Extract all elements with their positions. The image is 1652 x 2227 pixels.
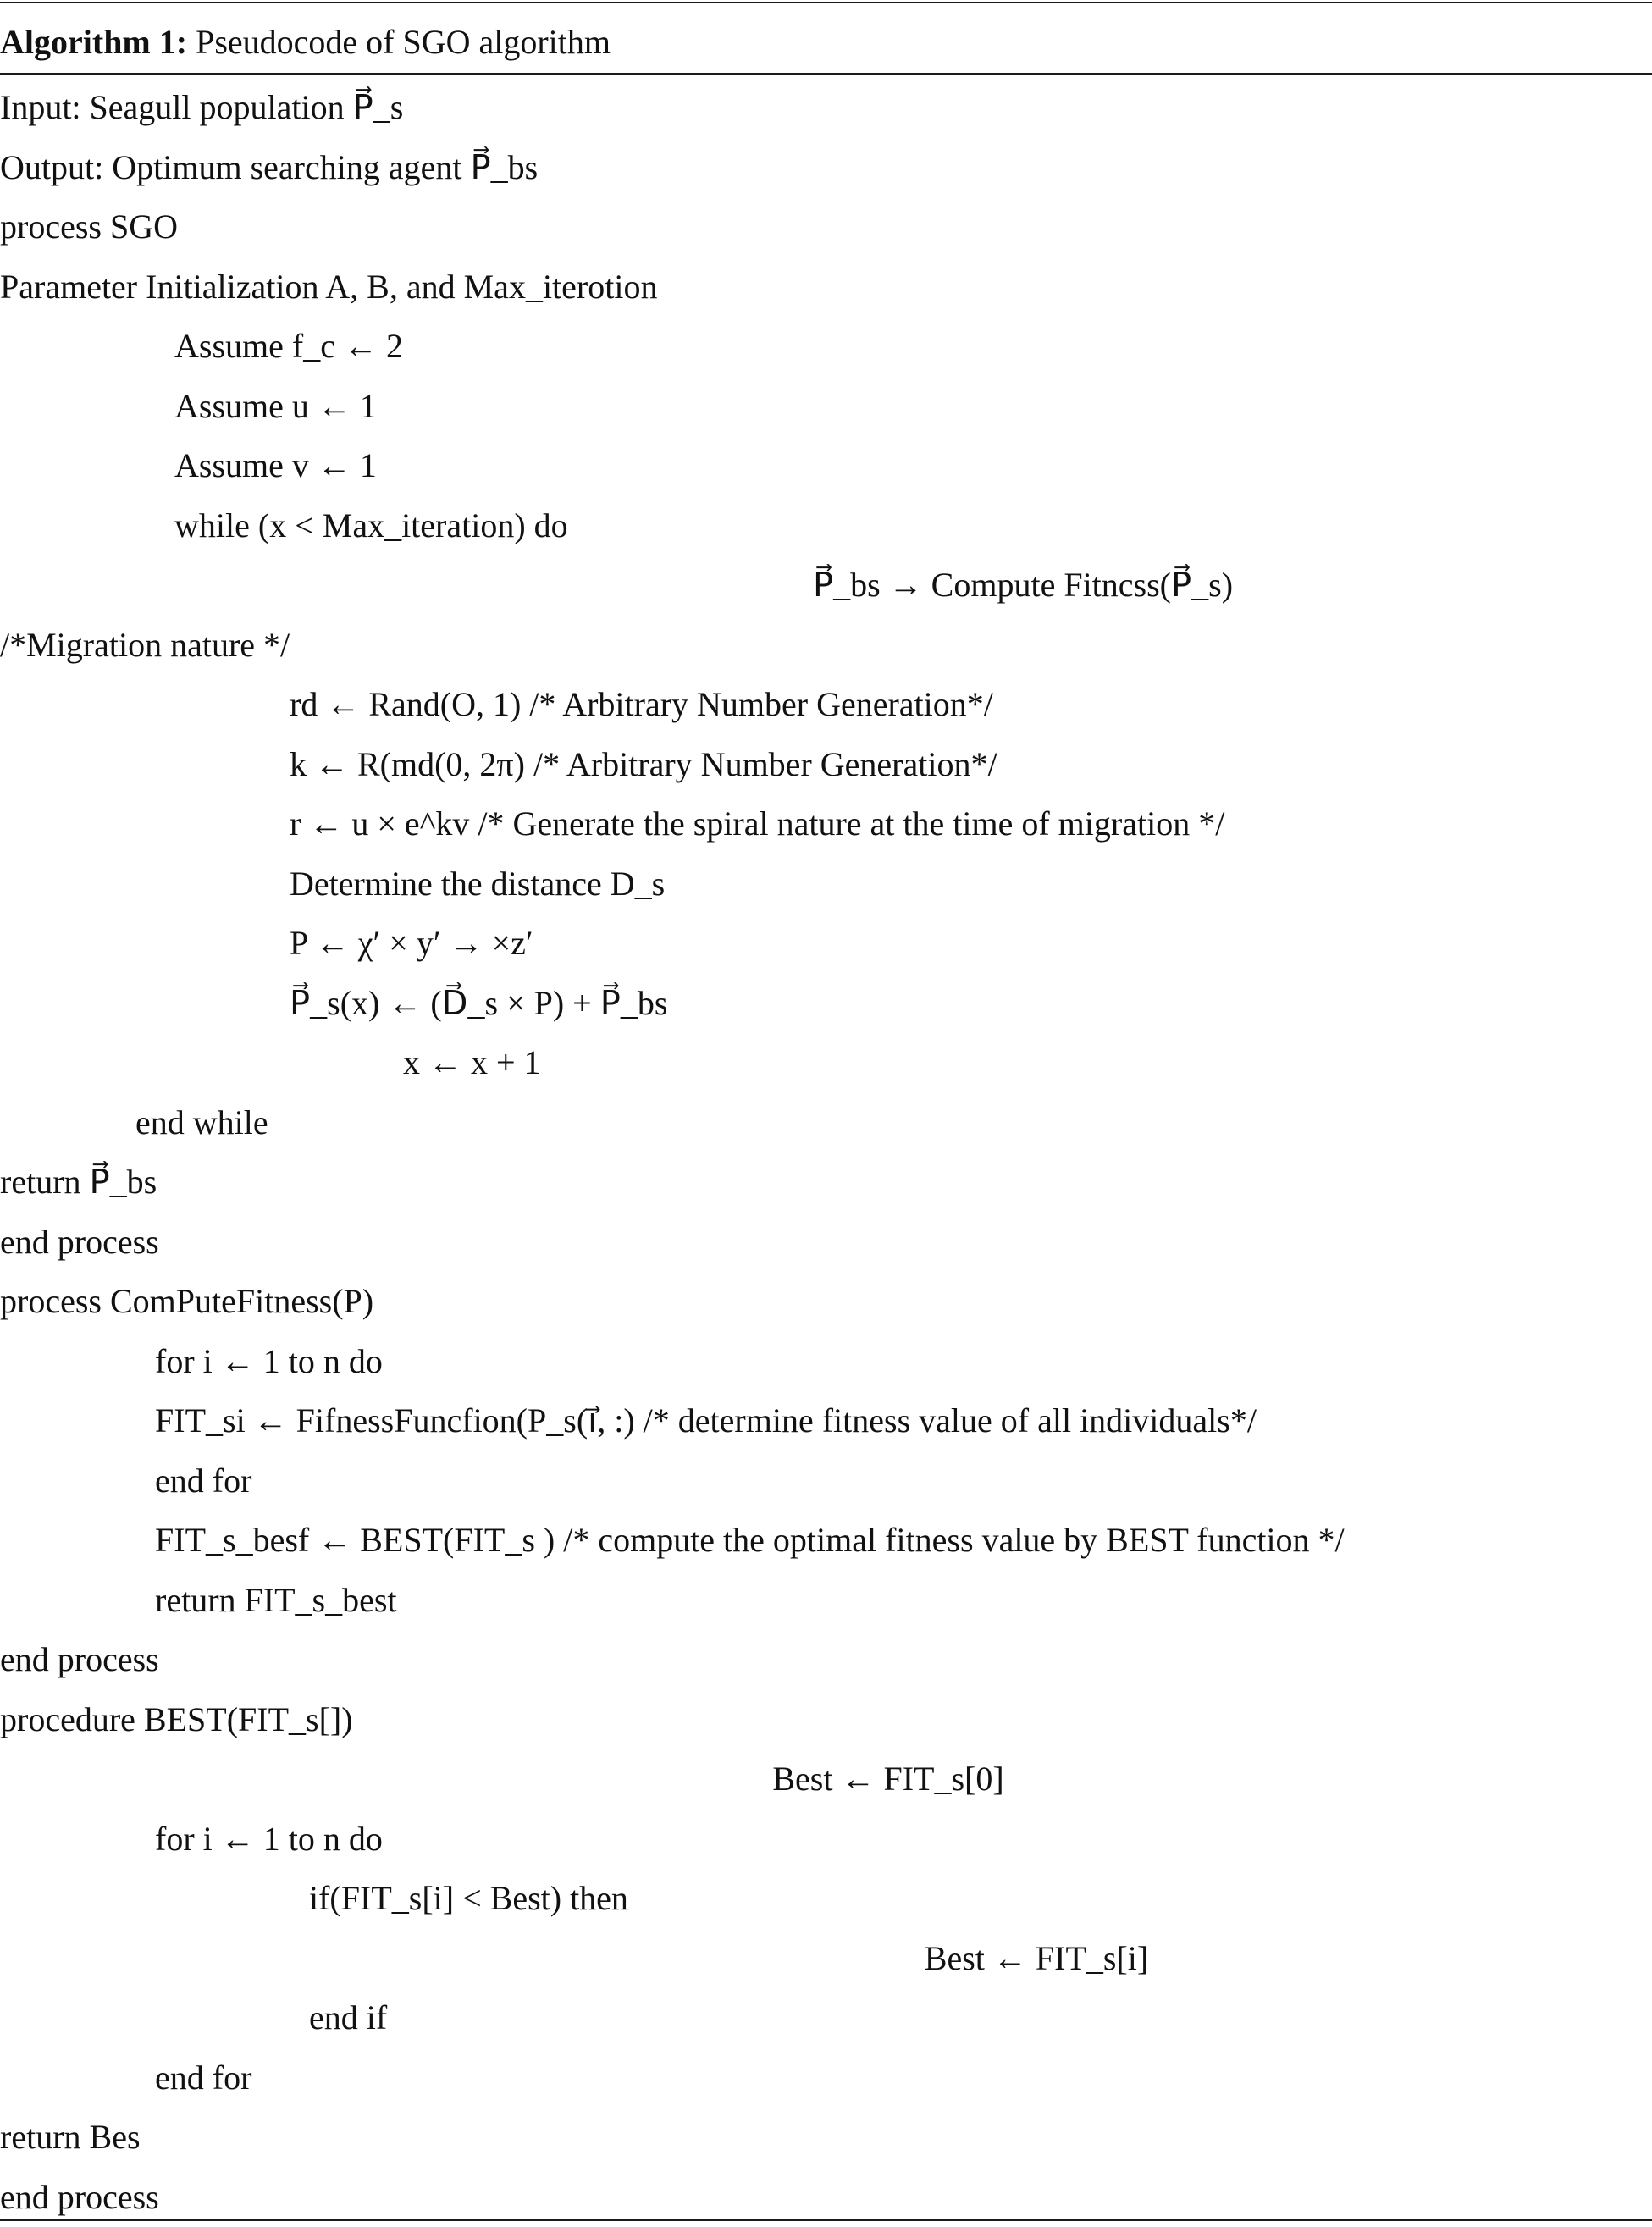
algorithm-title: Pseudocode of SGO algorithm bbox=[196, 23, 611, 61]
pseudocode-line bbox=[0, 1332, 1652, 1392]
pseudocode-line-text: P ← χ′ × y′ → ×z′ bbox=[290, 914, 533, 974]
pseudocode-line-text: process ComPuteFitness(P) bbox=[0, 1272, 373, 1332]
pseudocode-line-text: P⃗_bs → Compute Fitncss(P⃗_s) bbox=[813, 555, 1233, 616]
pseudocode-line-text: FIT_s_besf ← BEST(FIT_s ) /* compute the optimal fitness value by BEST function */ bbox=[155, 1511, 1345, 1571]
pseudocode-line bbox=[0, 854, 1652, 915]
pseudocode-line-text: end for bbox=[155, 1451, 251, 1511]
pseudocode-line bbox=[0, 1511, 1652, 1571]
pseudocode-line bbox=[0, 317, 1652, 377]
pseudocode-line bbox=[0, 794, 1652, 854]
pseudocode-line-text: x ← x + 1 bbox=[403, 1033, 541, 1093]
algorithm-label: Algorithm 1: bbox=[0, 23, 187, 61]
pseudocode-line-text: rd ← Rand(O, 1) /* Arbitrary Number Generation*/ bbox=[290, 675, 993, 735]
pseudocode-line bbox=[0, 974, 1652, 1034]
pseudocode-line bbox=[0, 735, 1652, 795]
pseudocode-line-text: end while bbox=[135, 1093, 268, 1153]
pseudocode-line bbox=[0, 616, 1652, 676]
pseudocode-line-text: end for bbox=[155, 2048, 251, 2108]
pseudocode-line bbox=[0, 436, 1652, 496]
pseudocode-line bbox=[0, 1391, 1652, 1451]
algorithm-caption bbox=[0, 17, 611, 68]
pseudocode-line bbox=[0, 1152, 1652, 1213]
bottom-rule bbox=[0, 2219, 1652, 2221]
top-rule bbox=[0, 2, 1652, 3]
pseudocode-line bbox=[0, 2168, 1652, 2227]
pseudocode-line bbox=[0, 2048, 1652, 2108]
pseudocode-line bbox=[0, 1749, 1652, 1810]
pseudocode-line-text: while (x < Max_iteration) do bbox=[174, 496, 568, 556]
caption-rule bbox=[0, 73, 1652, 75]
pseudocode-line-text: Assume u ← 1 bbox=[174, 377, 377, 437]
pseudocode-line-text: process SGO bbox=[0, 197, 178, 257]
pseudocode-line-text: /*Migration nature */ bbox=[0, 616, 290, 676]
pseudocode-line bbox=[0, 675, 1652, 735]
pseudocode-line bbox=[0, 496, 1652, 556]
pseudocode-line-text: r ← u × e^kv /* Generate the spiral nature at the time of migration */ bbox=[290, 794, 1224, 854]
pseudocode-line-text: end process bbox=[0, 2168, 159, 2227]
pseudocode-line bbox=[0, 1093, 1652, 1153]
pseudocode-line bbox=[0, 377, 1652, 437]
pseudocode-line bbox=[0, 1213, 1652, 1273]
pseudocode-line bbox=[0, 1869, 1652, 1929]
pseudocode-line-text: return FIT_s_best bbox=[155, 1571, 397, 1631]
pseudocode-line bbox=[0, 78, 1652, 138]
pseudocode-line-text: return P⃗_bs bbox=[0, 1152, 157, 1213]
pseudocode-line bbox=[0, 1988, 1652, 2048]
pseudocode-line-text: Assume f_c ← 2 bbox=[174, 317, 403, 377]
pseudocode-line bbox=[0, 138, 1652, 198]
pseudocode-line bbox=[0, 257, 1652, 318]
pseudocode-line-text: Parameter Initialization A, B, and Max_iterotion bbox=[0, 257, 657, 318]
pseudocode-line bbox=[0, 1630, 1652, 1690]
pseudocode-line-text: Input: Seagull population P⃗_s bbox=[0, 78, 403, 138]
pseudocode-line bbox=[0, 914, 1652, 974]
pseudocode-line bbox=[0, 1033, 1652, 1093]
pseudocode-line bbox=[0, 1929, 1652, 1989]
pseudocode-line bbox=[0, 197, 1652, 257]
pseudocode-line bbox=[0, 1810, 1652, 1870]
pseudocode-line-text: Output: Optimum searching agent P⃗_bs bbox=[0, 138, 538, 198]
pseudocode-line bbox=[0, 1451, 1652, 1511]
pseudocode-line-text: procedure BEST(FIT_s[]) bbox=[0, 1690, 353, 1750]
pseudocode-line-text: for i ← 1 to n do bbox=[155, 1810, 383, 1870]
pseudocode-line-text: end if bbox=[309, 1988, 387, 2048]
pseudocode-line-text: return Bes bbox=[0, 2108, 141, 2168]
pseudocode-line-text: end process bbox=[0, 1630, 159, 1690]
pseudocode-line bbox=[0, 1272, 1652, 1332]
pseudocode-line-text: end process bbox=[0, 1213, 159, 1273]
pseudocode-line-text: Determine the distance D_s bbox=[290, 854, 665, 915]
pseudocode-body bbox=[0, 78, 1652, 2227]
pseudocode-line-text: if(FIT_s[i] < Best) then bbox=[309, 1869, 628, 1929]
pseudocode-line-text: Best ← FIT_s[0] bbox=[772, 1749, 1003, 1810]
pseudocode-line-text: Assume v ← 1 bbox=[174, 436, 377, 496]
pseudocode-line-text: P⃗_s(x) ← (D⃗_s × P) + P⃗_bs bbox=[290, 974, 667, 1034]
pseudocode-line-text: Best ← FIT_s[i] bbox=[925, 1929, 1148, 1989]
pseudocode-line bbox=[0, 555, 1652, 616]
pseudocode-line-text: k ← R(md(0, 2π) /* Arbitrary Number Generation*/ bbox=[290, 735, 997, 795]
pseudocode-line bbox=[0, 2108, 1652, 2168]
pseudocode-line-text: FIT_si ← FifnessFuncfion(P_s(i⃗, :) /* determine fitness value of all individuals*/ bbox=[155, 1391, 1257, 1451]
pseudocode-line bbox=[0, 1571, 1652, 1631]
pseudocode-line-text: for i ← 1 to n do bbox=[155, 1332, 383, 1392]
pseudocode-line bbox=[0, 1690, 1652, 1750]
